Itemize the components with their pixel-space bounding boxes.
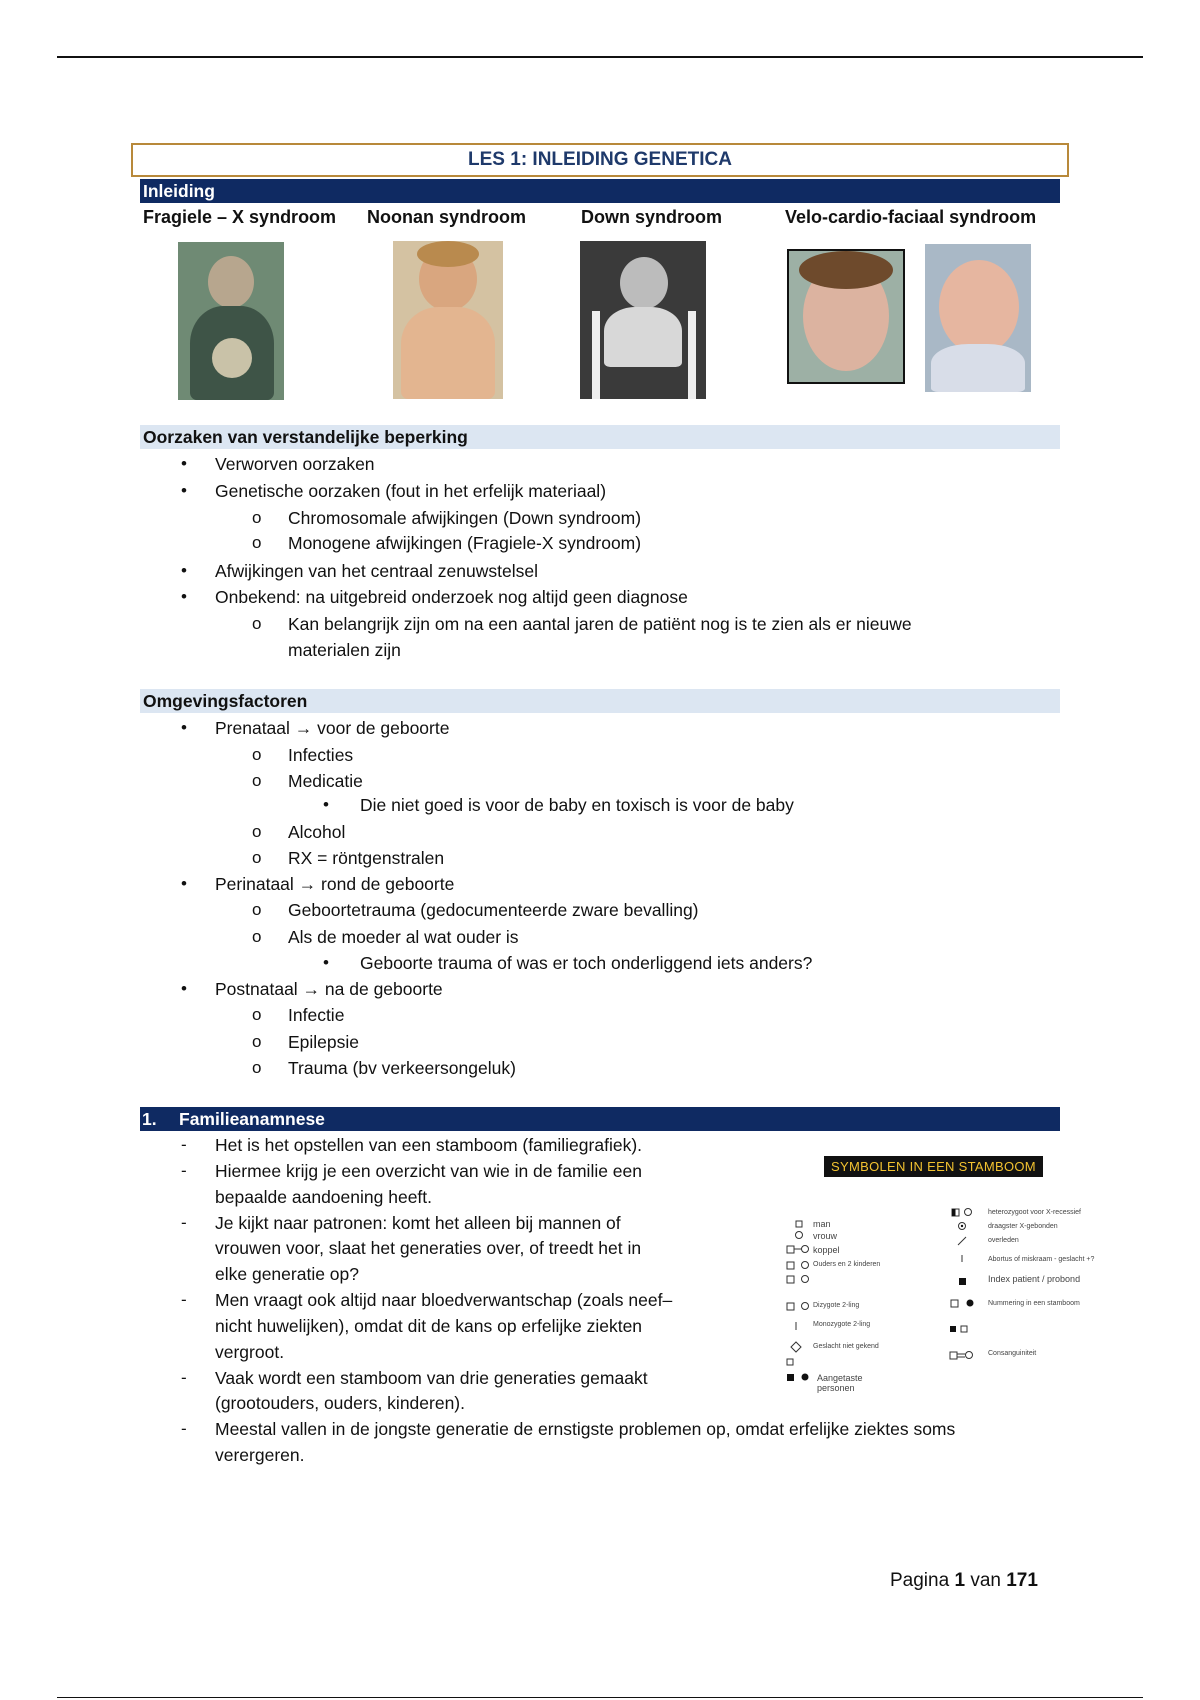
syndrome-label-fragile-x: Fragiele – X syndroom <box>143 207 337 227</box>
sub-sub-bullet: • <box>323 795 329 814</box>
photo-fragile-x-child <box>178 242 284 400</box>
photo-vcf-child-1 <box>787 249 905 384</box>
photo-down-child <box>580 241 706 399</box>
legend-label: Consanguiniteit <box>988 1350 1037 1357</box>
legend-label: koppel <box>813 1245 840 1255</box>
list-item: Geboortetrauma (gedocumenteerde zware bevalling) <box>288 900 699 920</box>
legend-label: Nummering in een stamboom <box>988 1300 1080 1307</box>
photo-noonan-child <box>393 241 503 399</box>
syndrome-label-vcf: Velo-cardio-faciaal syndroom <box>785 207 1037 227</box>
list-item-continued: vergroot. <box>215 1342 285 1362</box>
pedigree-symbol-legend <box>782 1190 1112 1410</box>
list-item: Infectie <box>288 1005 345 1025</box>
list-item: Trauma (bv verkeersongeluk) <box>288 1058 516 1078</box>
legend-label: Monozygote 2-ling <box>813 1321 871 1328</box>
legend-label: Aangetaste personen <box>817 1373 863 1393</box>
sub-bullet: o <box>252 745 262 764</box>
list-item-continued: elke generatie op? <box>215 1264 359 1284</box>
list-item: Perinataal → rond de geboorte <box>215 874 455 894</box>
list-item-continued: verergeren. <box>215 1445 305 1465</box>
legend-label: draagster X-gebonden <box>988 1223 1058 1230</box>
sub-bullet: o <box>252 533 262 552</box>
list-item: Prenataal → voor de geboorte <box>215 718 450 738</box>
list-item: Genetische oorzaken (fout in het erfelijk materiaal) <box>215 481 607 501</box>
section-title: Familieanamnese <box>179 1109 325 1129</box>
list-item: Vaak wordt een stamboom van drie generaties gemaakt <box>215 1368 648 1388</box>
list-item: Chromosomale afwijkingen (Down syndroom) <box>288 508 642 528</box>
list-item-continued: bepaalde aandoening heeft. <box>215 1187 433 1207</box>
dash: - <box>181 1290 187 1309</box>
list-item: Medicatie <box>288 771 363 791</box>
list-item: Je kijkt naar patronen: komt het alleen bij mannen of <box>215 1213 621 1233</box>
sub-bullet: o <box>252 1005 262 1024</box>
pedigree-legend-title: SYMBOLEN IN EEN STAMBOOM <box>824 1156 1043 1177</box>
list-item: Kan belangrijk zijn om na een aantal jaren de patiënt nog is te zien als er nieuwe <box>288 614 912 634</box>
dash: - <box>181 1135 187 1154</box>
bullet: • <box>181 454 187 473</box>
syndrome-label-noonan: Noonan syndroom <box>367 207 527 227</box>
list-item-continued: vrouwen voor, slaat het generaties over, of treedt het in <box>215 1238 642 1258</box>
page-number: Pagina 1 van 171 <box>890 1570 1038 1591</box>
legend-label: Dizygote 2-ling <box>813 1302 860 1309</box>
legend-label: Abortus of miskraam - geslacht +? <box>988 1256 1095 1263</box>
sub-bullet: o <box>252 900 262 919</box>
bullet: • <box>181 587 187 606</box>
legend-label: Index patient / probond <box>988 1274 1081 1284</box>
bullet: • <box>181 979 187 998</box>
list-item: Geboorte trauma of was er toch onderliggend iets anders? <box>360 953 813 973</box>
list-item: Onbekend: na uitgebreid onderzoek nog altijd geen diagnose <box>215 587 688 607</box>
dash: - <box>181 1161 187 1180</box>
list-item: Monogene afwijkingen (Fragiele-X syndroom) <box>288 533 642 553</box>
list-item: Hiermee krijg je een overzicht van wie in de familie een <box>215 1161 643 1181</box>
list-item: Meestal vallen in de jongste generatie de ernstigste problemen op, omdat erfelijke ziektes soms <box>215 1419 956 1439</box>
list-item: Epilepsie <box>288 1032 360 1052</box>
list-item: Postnataal → na de geboorte <box>215 979 443 999</box>
legend-label: overleden <box>988 1237 1019 1244</box>
dash: - <box>181 1419 187 1438</box>
bullet: • <box>181 874 187 893</box>
list-item: Die niet goed is voor de baby en toxisch is voor de baby <box>360 795 794 815</box>
bullet: • <box>181 481 187 500</box>
legend-label: man <box>813 1219 831 1229</box>
section-heading-inleiding: Inleiding <box>140 179 1060 203</box>
list-item: Infecties <box>288 745 354 765</box>
sub-bullet: o <box>252 508 262 527</box>
photo-vcf-child-2 <box>925 244 1031 392</box>
sub-bullet: o <box>252 1032 262 1051</box>
list-item-continued: nicht huwelijken), omdat dit de kans op erfelijke ziekten <box>215 1316 643 1336</box>
bullet: • <box>181 561 187 580</box>
sub-bullet: o <box>252 771 262 790</box>
section-heading-omgevingsfactoren: Omgevingsfactoren <box>140 689 1060 713</box>
page-title: LES 1: INLEIDING GENETICA <box>131 143 1069 177</box>
sub-bullet: o <box>252 1058 262 1077</box>
list-item: Als de moeder al wat ouder is <box>288 927 519 947</box>
sub-bullet: o <box>252 614 262 633</box>
dash: - <box>181 1368 187 1387</box>
dash: - <box>181 1213 187 1232</box>
list-item: Het is het opstellen van een stamboom (familiegrafiek). <box>215 1135 643 1155</box>
list-item: Afwijkingen van het centraal zenuwstelsel <box>215 561 538 581</box>
list-item-continued: materialen zijn <box>288 640 401 660</box>
section-number: 1. <box>142 1109 157 1129</box>
list-item: Verworven oorzaken <box>215 454 375 474</box>
bottom-rule <box>57 1697 1143 1698</box>
sub-bullet: o <box>252 927 262 946</box>
section-heading-familieanamnese <box>140 1107 1060 1131</box>
legend-label: heterozygoot voor X-recessief <box>988 1209 1081 1216</box>
sub-bullet: o <box>252 848 262 867</box>
syndrome-label-down: Down syndroom <box>581 207 723 227</box>
top-rule <box>57 56 1143 58</box>
list-item: Men vraagt ook altijd naar bloedverwantschap (zoals neef– <box>215 1290 673 1310</box>
sub-sub-bullet: • <box>323 953 329 972</box>
list-item: Alcohol <box>288 822 346 842</box>
legend-label: Geslacht niet gekend <box>813 1343 879 1350</box>
bullet: • <box>181 718 187 737</box>
sub-bullet: o <box>252 822 262 841</box>
list-item-continued: (grootouders, ouders, kinderen). <box>215 1393 465 1413</box>
section-heading-oorzaken: Oorzaken van verstandelijke beperking <box>140 425 1060 449</box>
list-item: RX = röntgenstralen <box>288 848 445 868</box>
legend-label: Ouders en 2 kinderen <box>813 1261 881 1268</box>
legend-label: vrouw <box>813 1231 838 1241</box>
